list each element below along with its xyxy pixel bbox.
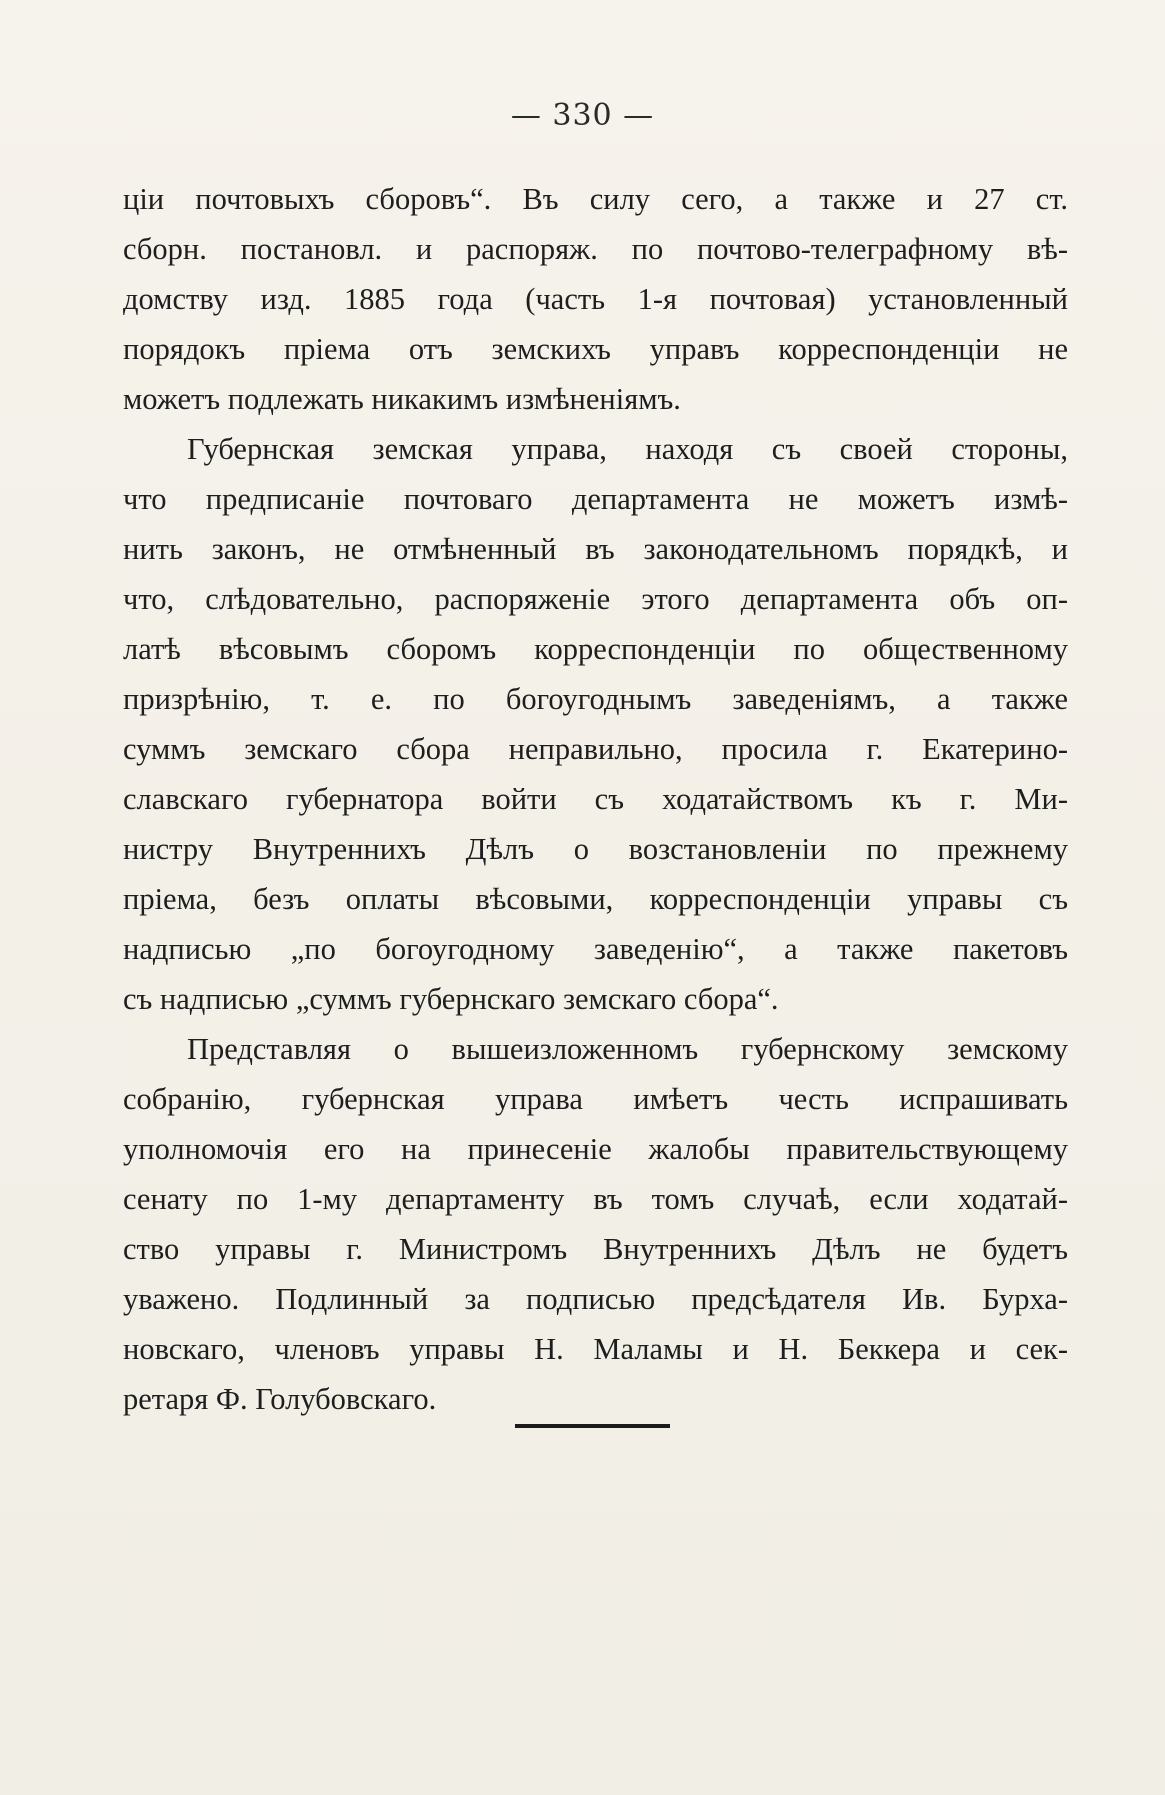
text-line: можетъ подлежать никакимъ измѣненіямъ. <box>123 382 681 416</box>
section-divider-rule <box>515 1424 670 1428</box>
text-line: сборн. постановл. и распоряж. по почтово-телеграфному вѣ- <box>123 232 1068 266</box>
text-line: собранію, губернская управа имѣетъ честь испрашивать <box>123 1082 1068 1116</box>
paragraph-2 <box>123 424 1068 1024</box>
text-line: призрѣнію, т. е. по богоугоднымъ заведеніямъ, а также <box>123 682 1068 716</box>
text-line: ціи почтовыхъ сборовъ“. Въ силу сего, а также и 27 ст. <box>123 182 1068 216</box>
text-line: надписью „по богоугодному заведенію“, а также пакетовъ <box>123 932 1068 966</box>
text-line: суммъ земскаго сбора неправильно, просила г. Екатерино- <box>123 732 1068 766</box>
text-line: порядокъ пріема отъ земскихъ управъ корреспонденціи не <box>123 332 1068 366</box>
text-line: новскаго, членовъ управы Н. Маламы и Н. Беккера и сек- <box>123 1332 1068 1366</box>
body-text <box>123 174 1068 1424</box>
text-line: нить законъ, не отмѣненный въ законодательномъ порядкѣ, и <box>123 532 1068 566</box>
text-line: Представляя о вышеизложенномъ губернскому земскому <box>187 1032 1068 1066</box>
paragraph-1 <box>123 174 1068 424</box>
paragraph-3 <box>123 1024 1068 1424</box>
text-line: славскаго губернатора войти съ ходатайствомъ къ г. Ми- <box>123 782 1068 816</box>
text-line: Губернская земская управа, находя съ своей стороны, <box>187 432 1068 466</box>
text-line: ретаря Ф. Голубовскаго. <box>123 1382 437 1416</box>
text-line: латѣ вѣсовымъ сборомъ корреспонденціи по общественному <box>123 632 1068 666</box>
page-number: — 330 — <box>510 98 655 133</box>
text-line: что предписаніе почтоваго департамента не можетъ измѣ- <box>123 482 1068 516</box>
text-line: уважено. Подлинный за подписью предсѣдателя Ив. Бурха- <box>123 1282 1068 1316</box>
text-line: что, слѣдовательно, распоряженіе этого департамента объ оп- <box>123 582 1068 616</box>
text-line: нистру Внутреннихъ Дѣлъ о возстановленіи по прежнему <box>123 832 1068 866</box>
text-line: съ надписью „суммъ губернскаго земскаго сбора“. <box>123 982 779 1016</box>
text-line: сенату по 1-му департаменту въ томъ случаѣ, если ходатай- <box>123 1182 1068 1216</box>
text-line: уполномочія его на принесеніе жалобы правительствующему <box>123 1132 1068 1166</box>
text-line: домству изд. 1885 года (часть 1-я почтовая) установленный <box>123 282 1068 316</box>
text-line: ство управы г. Министромъ Внутреннихъ Дѣлъ не будетъ <box>123 1232 1068 1266</box>
text-line: пріема, безъ оплаты вѣсовыми, корреспонденціи управы съ <box>123 882 1068 916</box>
